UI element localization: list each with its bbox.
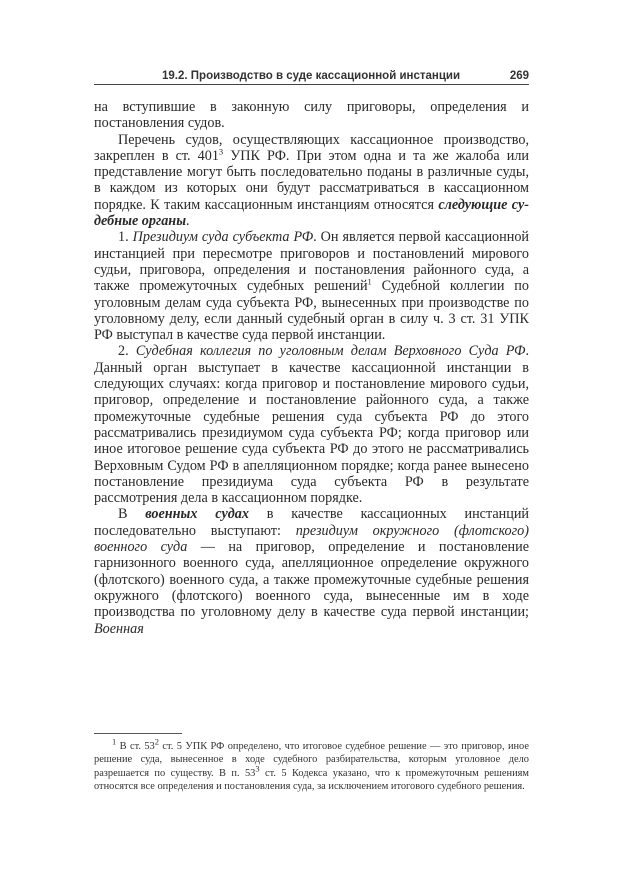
emphasis-term: Судебная коллегия по уголовным делам Верховного Суда РФ <box>135 343 526 360</box>
paragraph-text: Судебной коллегии по уголовным делам суда субъекта РФ, вынесенных при производстве по уголовному делу, если данный судебный орган в силу ч. 3 ст. 31 УПК РФ выступал в качестве суда первой инстанции. <box>94 278 529 344</box>
running-head-title: 19.2. Производство в суде кассационной инстанции <box>162 70 461 82</box>
item-number: 2. <box>118 343 136 360</box>
paragraph-text: — на приговор, определение и постановление гарнизонного военного суда, апелляционное определение окружного (флотского) военного суда, а также промежуточные судебные решения окружного (флотского) военного суда, вынесенные им в ходе производства по уголовному делу в качестве суда первой инстанции; <box>94 539 529 621</box>
footnote-number: 1 <box>112 736 117 747</box>
paragraph-continuation <box>94 99 529 132</box>
emphasis-term: президиум окружного (флотского) военного суда <box>94 522 529 556</box>
paragraph-text: в качестве кассационных инстанций последовательно выступают: <box>94 506 530 539</box>
article-superscript: 3 <box>255 763 260 774</box>
footnote-text-part: ст. 5 УПК РФ определено, что итоговое судебное решение — это приговор, иное решение суда, вынесенное в ходе судебного разбирательства, которым уголовное дело разрешается по существу. В п. 53 <box>94 741 529 779</box>
punctuation: . <box>186 213 190 230</box>
paragraph-military-courts <box>94 506 529 636</box>
paragraph-text: . Данный орган выступает в качестве кассационной инстанции в следующих случаях: когда приговор и постановление мирового судьи, приговор, определение и постановление районного суда, а также промежуточные судебные решения суда субъекта РФ до этого рассматривались президиумом суда субъекта РФ; когда приговор или иное итоговое решение суда субъекта РФ до этого не рассматривались Верховным Судом РФ в апелляционном порядке; когда ранее вынесено постановление президиума суда субъекта РФ в результате рассмотрения дела в кассационном порядке. <box>94 343 530 507</box>
running-head <box>94 70 529 85</box>
paragraph-text: Перечень судов, осуществляющих кассационное производство, закреплен в ст. 401 <box>94 131 529 164</box>
article-superscript: 3 <box>218 146 224 157</box>
article-superscript: 2 <box>154 736 159 747</box>
footnote-text <box>94 736 529 793</box>
emphasis-term: следующие судебные органы <box>94 196 529 230</box>
paragraph-text: УПК РФ. При этом одна и та же жалоба или представление могут быть последовательно поданы в различные суды, в каждом из которых они будут рассматриваться в кассационном порядке. К таким кассационным инстанциям относятся <box>94 147 529 213</box>
emphasis-term: Президиум суда субъекта РФ <box>132 229 314 246</box>
footnote-text-part: В ст. 53 <box>116 741 155 752</box>
emphasis-term: Военная <box>94 620 144 637</box>
paragraph-item-2 <box>94 343 529 506</box>
footnote-text-part: ст. 5 Кодекса указано, что к промежуточным решениям относятся все определения и постановления суда, за исключением итогового судебного решения. <box>94 767 529 792</box>
paragraph-text: на вступившие в законную силу приговоры, определения и постановления судов. <box>94 99 529 132</box>
paragraph-court-list <box>94 132 529 230</box>
paragraph-item-1 <box>94 229 529 343</box>
page-number: 269 <box>509 70 529 82</box>
paragraph-text: . Он является первой кассационной инстанцией при пересмотре приговоров и постановлений мирового судьи, приговора, определения и постановления районного суда, а также промежуточных судебных решений <box>94 229 530 295</box>
footnote <box>94 736 529 793</box>
paragraph-text: В <box>118 506 146 523</box>
emphasis-term: военных судах <box>145 506 249 523</box>
body-text <box>94 99 529 637</box>
footnote-divider <box>94 733 182 734</box>
item-number: 1. <box>118 229 133 246</box>
footnote-ref: 1 <box>367 276 372 287</box>
